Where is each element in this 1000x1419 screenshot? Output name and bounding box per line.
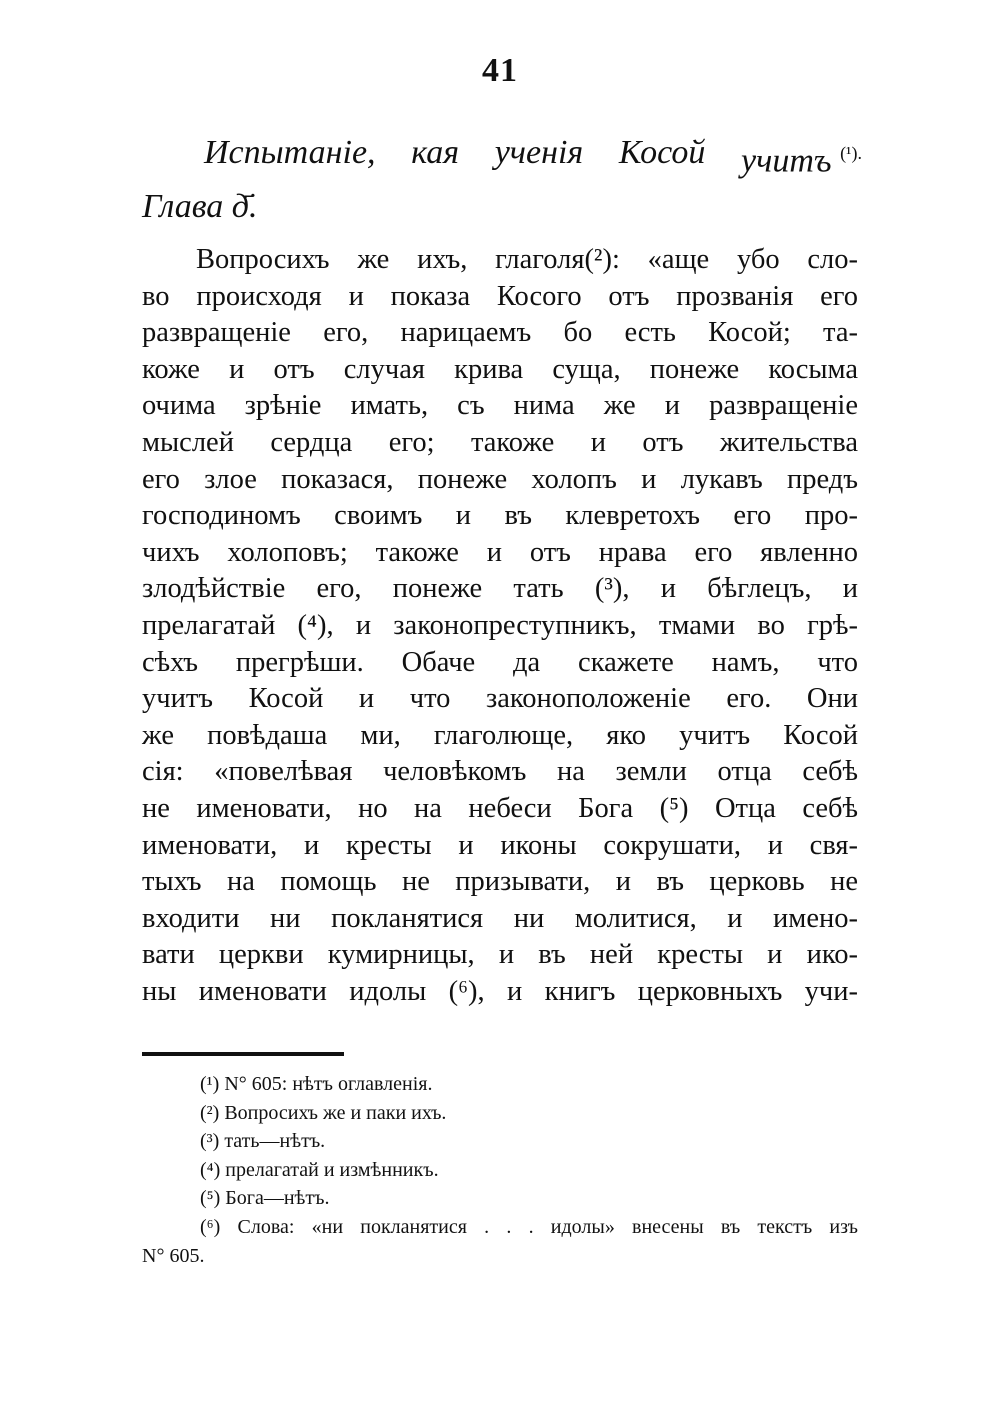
text-line: тыхъ на помощь не призывати, и въ церковь не bbox=[142, 866, 858, 898]
text-line: прелагатай (⁴), и законопреступникъ, тмами во грѣ- bbox=[142, 609, 858, 641]
text-line: Вопросихъ же ихъ, глаголя(²): «аще убо сло- bbox=[196, 244, 858, 275]
text-line: чихъ холоповъ; такоже и отъ нрава его явленно bbox=[142, 536, 858, 568]
text-line: мыслей сердца его; такоже и отъ жительства bbox=[142, 426, 858, 458]
footnote: (²) Вопросихъ же и паки ихъ. bbox=[200, 1101, 447, 1124]
title-footnote-mark: (¹). bbox=[840, 143, 862, 163]
text-line: входити ни покланятися ни молитися, и имено- bbox=[142, 902, 858, 934]
title-word: Косой bbox=[618, 134, 706, 171]
text-line: вати церкви кумирницы, и въ ней кресты и ико- bbox=[142, 939, 858, 971]
footnote: (¹) N° 605: нѣтъ оглавленія. bbox=[200, 1073, 433, 1095]
title-word: Испытаніе, bbox=[204, 134, 376, 171]
title-word: кая bbox=[411, 134, 460, 171]
text-line: коже и отъ случая крива суща, понеже косыма bbox=[142, 353, 858, 385]
title-word: учитъ bbox=[741, 142, 832, 180]
title-word: ученія bbox=[494, 134, 584, 171]
footnote: (³) тать—нѣтъ. bbox=[200, 1130, 326, 1153]
text-line: учитъ Косой и что законоположеніе его. Они bbox=[142, 683, 858, 715]
footnote: (⁴) прелагатай и измѣнникъ. bbox=[200, 1158, 439, 1181]
text-line: во происходя и показа Косого отъ прозванія его bbox=[142, 280, 858, 312]
text-line: сія: «повелѣвая человѣкомъ на земли отца себѣ bbox=[142, 756, 858, 788]
footnote: (⁶) Слова: «ни покланятися . . . идолы» внесены въ текстъ изъ bbox=[200, 1215, 858, 1238]
title-word-with-note bbox=[741, 130, 862, 184]
chapter-title bbox=[142, 130, 862, 230]
page-number: 41 bbox=[482, 52, 518, 89]
text-line: злодѣйствіе его, понеже тать (³), и бѣглецъ, и bbox=[142, 573, 858, 605]
footnote-divider bbox=[142, 1052, 344, 1056]
text-line: ны именовати идолы (⁶), и книгъ церковныхъ учи- bbox=[142, 975, 858, 1007]
text-line: его злое показася, понеже холопъ и лукавъ предъ bbox=[142, 463, 858, 495]
footnotes bbox=[142, 1070, 858, 1270]
text-line: господиномъ своимъ и въ клевретохъ его про- bbox=[142, 500, 858, 532]
chapter-number: Глава д҃. bbox=[142, 188, 258, 226]
chapter-title-line bbox=[142, 130, 862, 184]
body-text bbox=[142, 242, 858, 1010]
text-line: не именовати, но на небеси Бога (⁵) Отца себѣ bbox=[142, 792, 858, 824]
footnote: (⁵) Бога—нѣтъ. bbox=[200, 1187, 330, 1210]
text-line: же повѣдаша ми, глаголюще, яко учитъ Косой bbox=[142, 719, 858, 751]
text-line: именовати, и кресты и иконы сокрушати, и свя- bbox=[142, 829, 858, 861]
text-line: развращеніе его, нарицаемъ бо есть Косой; та- bbox=[142, 317, 858, 349]
text-line: сѣхъ прегрѣши. Обаче да скажете намъ, что bbox=[142, 646, 858, 678]
text-line: очима зрѣніе имать, съ нима же и развращеніе bbox=[142, 390, 858, 422]
footnote-continuation: N° 605. bbox=[142, 1244, 205, 1267]
